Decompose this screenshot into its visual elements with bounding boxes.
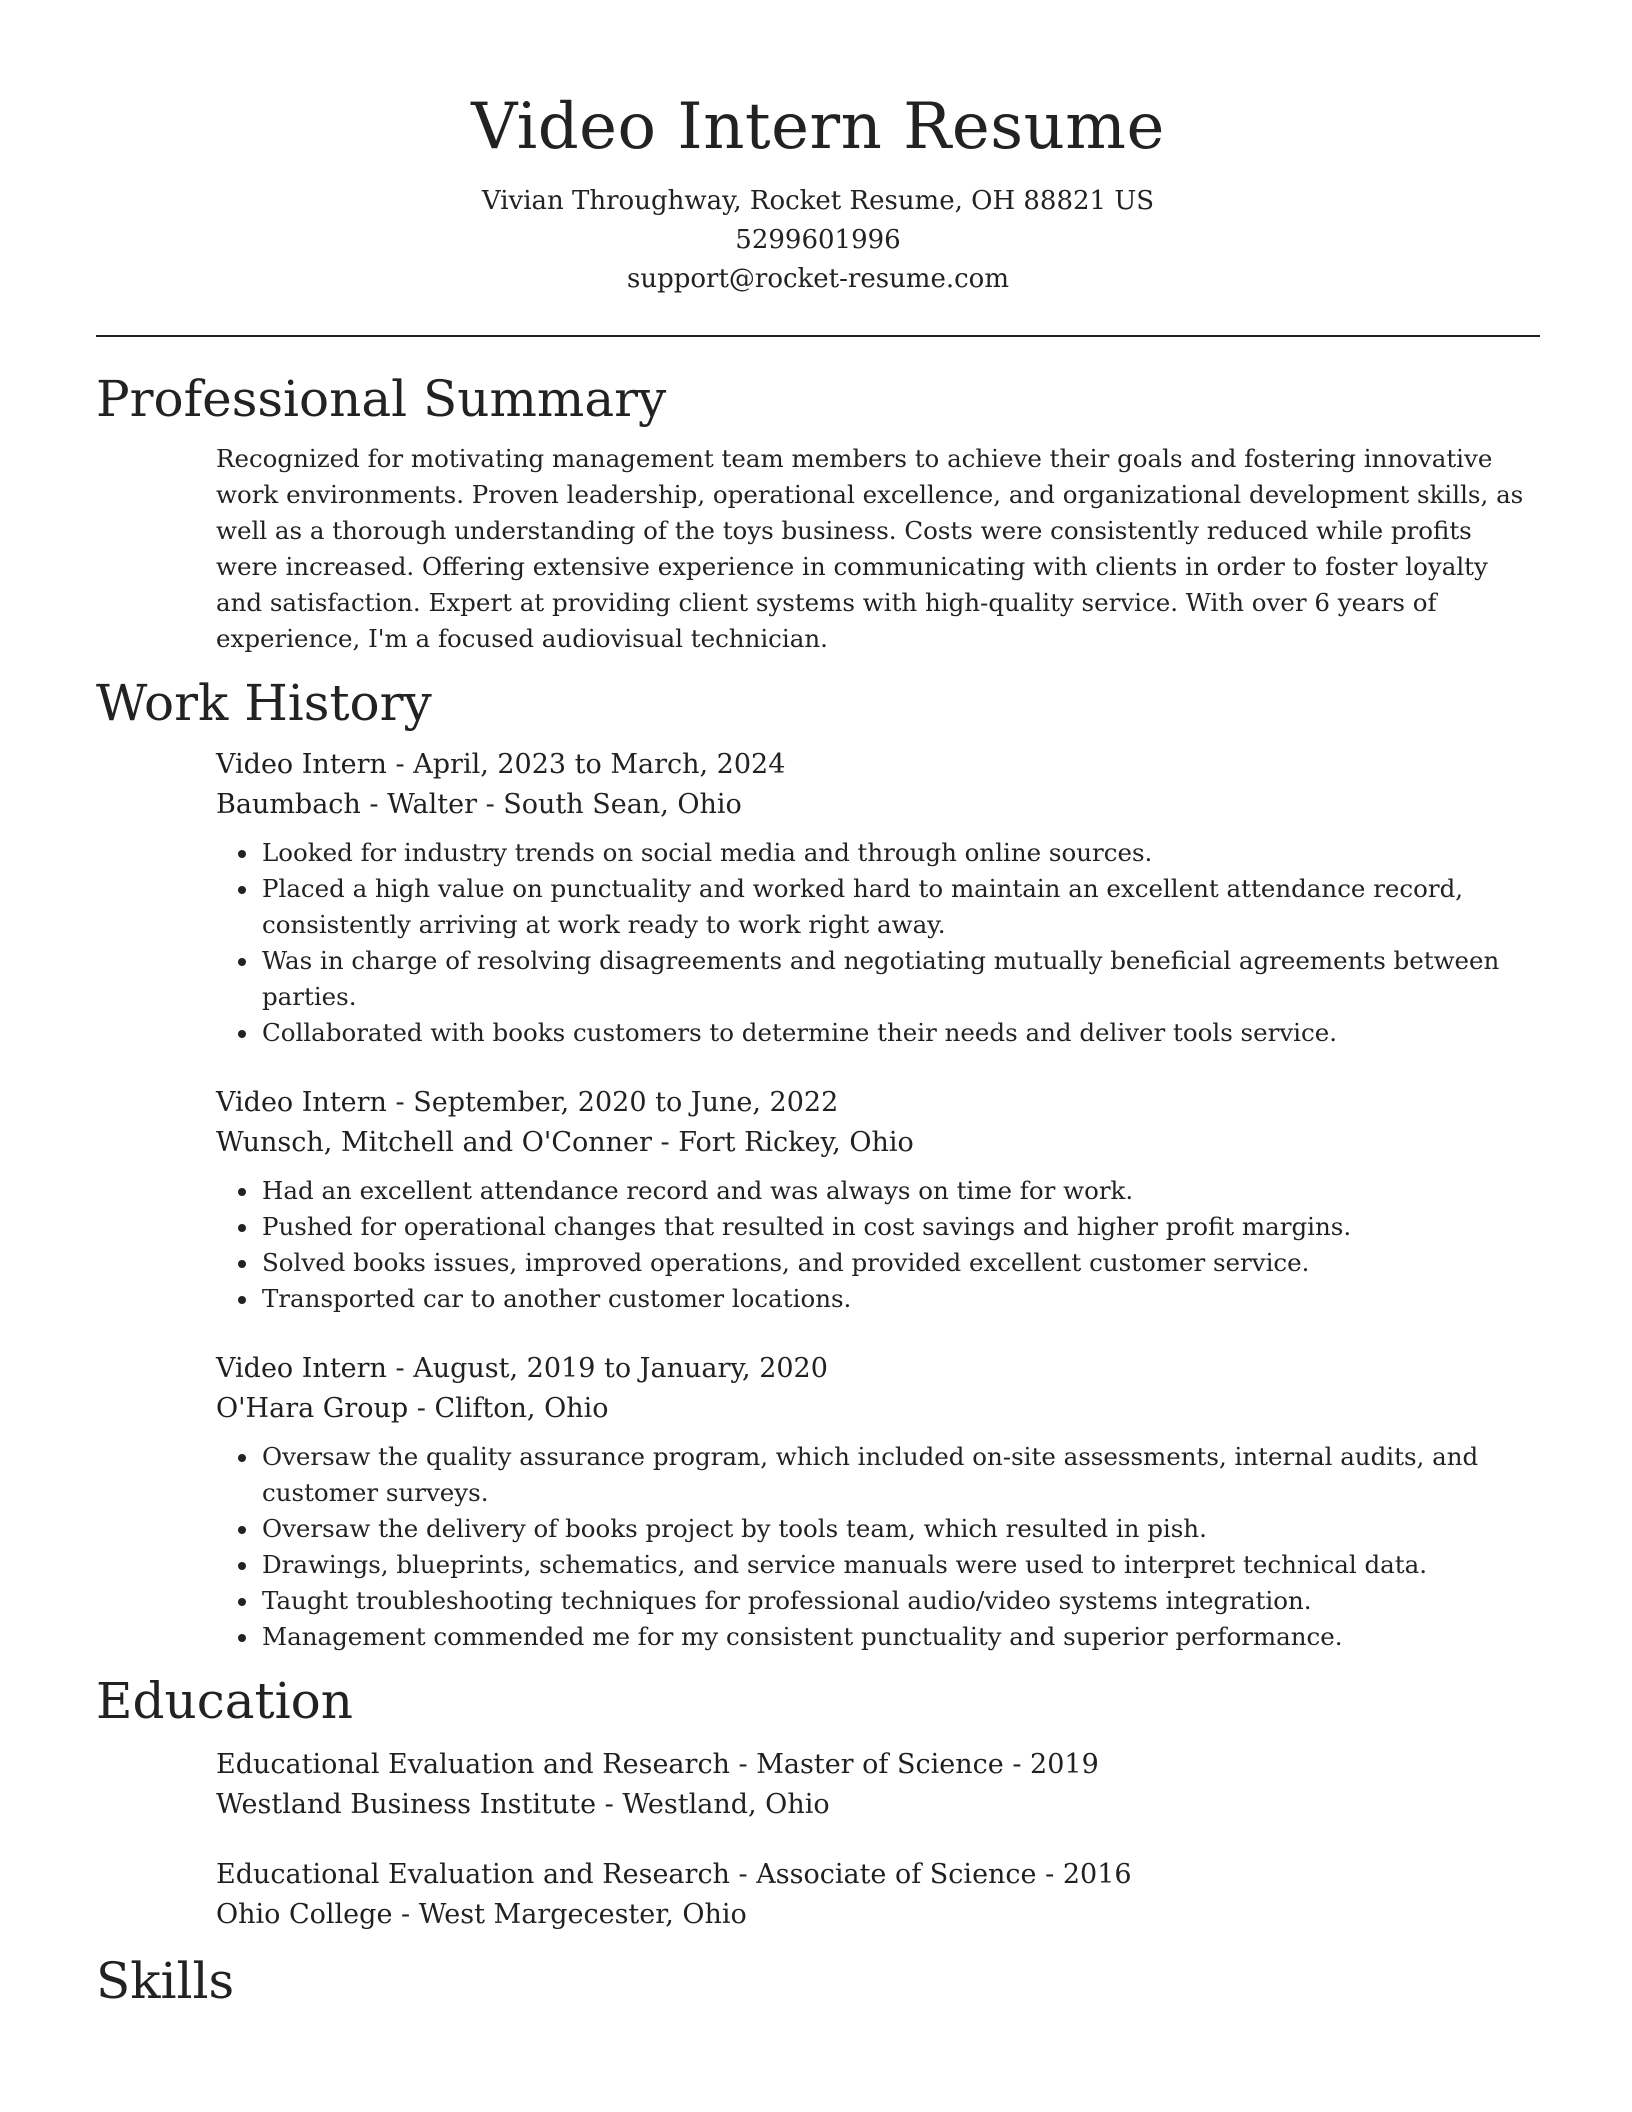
- job-location: South Sean, Ohio: [503, 789, 742, 820]
- separator: -: [1036, 1859, 1063, 1890]
- job-company: Baumbach - Walter: [216, 789, 477, 820]
- job-bullet: • Transported car to another customer locations.: [260, 1281, 1540, 1317]
- job-title-line: [216, 1083, 1540, 1123]
- job-title: Video Intern: [216, 1087, 387, 1118]
- header-divider: [96, 335, 1540, 337]
- contact-email: support@rocket-resume.com: [626, 264, 1009, 294]
- separator: -: [476, 789, 504, 820]
- education-location: West Margecester, Ohio: [418, 1899, 747, 1930]
- job-bullet: • Collaborated with books customers to determine their needs and deliver tools service.: [260, 1015, 1540, 1051]
- job-title: Video Intern: [216, 749, 387, 780]
- job-bullet: • Had an excellent attendance record and was always on time for work.: [260, 1173, 1540, 1209]
- job-bullets: [216, 835, 1540, 1051]
- education-school: Ohio College: [216, 1899, 393, 1930]
- job-bullet: • Drawings, blueprints, schematics, and service manuals were used to interpret technical data.: [260, 1547, 1540, 1583]
- work-history-heading: Work History: [96, 674, 432, 732]
- job-bullets: [216, 1173, 1540, 1317]
- education-section: [216, 1745, 1540, 1935]
- job-title-line: [216, 745, 1540, 785]
- separator: -: [729, 1859, 757, 1890]
- separator: -: [386, 1353, 414, 1384]
- job-company-line: [216, 1389, 1540, 1429]
- resume-title: Video Intern Resume: [471, 90, 1165, 164]
- job-bullet: • Solved books issues, improved operations, and provided excellent customer service.: [260, 1245, 1540, 1281]
- job-bullet: • Was in charge of resolving disagreements and negotiating mutually beneficial agreements between parties.: [260, 943, 1540, 1015]
- job-company: Wunsch, Mitchell and O'Conner: [216, 1127, 652, 1158]
- job-dates: April, 2023 to March, 2024: [413, 749, 786, 780]
- education-entry: [216, 1855, 1540, 1935]
- job-location: Fort Rickey, Ohio: [678, 1127, 914, 1158]
- job-entry: [216, 745, 1540, 1051]
- education-year: 2019: [1030, 1749, 1099, 1780]
- job-entry: [216, 1349, 1540, 1655]
- summary-section: [216, 441, 1540, 657]
- skills-heading: Skills: [96, 1952, 235, 2010]
- summary-heading: Professional Summary: [96, 370, 667, 428]
- contact-block: [96, 182, 1540, 299]
- education-degree-line: [216, 1745, 1540, 1785]
- job-company: O'Hara Group: [216, 1393, 409, 1424]
- resume-header: [96, 0, 1540, 299]
- education-school: Westland Business Institute: [216, 1789, 597, 1820]
- education-field: Educational Evaluation and Research: [216, 1749, 730, 1780]
- work-history-section: [216, 745, 1540, 1655]
- separator: -: [596, 1789, 623, 1820]
- job-title: Video Intern: [216, 1353, 387, 1384]
- separator: -: [386, 1087, 414, 1118]
- education-field: Educational Evaluation and Research: [216, 1859, 730, 1890]
- job-company-line: [216, 785, 1540, 825]
- education-degree: Associate of Science: [756, 1859, 1037, 1890]
- separator: -: [1003, 1749, 1031, 1780]
- job-bullet: • Oversaw the delivery of books project by tools team, which resulted in pish.: [260, 1511, 1540, 1547]
- education-heading: Education: [96, 1672, 353, 1730]
- job-location: Clifton, Ohio: [434, 1393, 609, 1424]
- job-dates: August, 2019 to January, 2020: [413, 1353, 828, 1384]
- job-bullet: • Looked for industry trends on social media and through online sources.: [260, 835, 1540, 871]
- job-dates: September, 2020 to June, 2022: [413, 1087, 839, 1118]
- education-school-line: [216, 1785, 1540, 1825]
- summary-text: Recognized for motivating management team members to achieve their goals and fostering innovative work environments. Proven leadership, operational excellence, and organizational development skills, as well as a thorough understanding of the toys business. Costs were consistently reduced while profits were increased. Offering extensive experience in communicating with clients in order to foster loyalty and satisfaction. Expert at providing client systems with high-quality service. With over 6 years of experience, I'm a focused audiovisual technician.: [216, 444, 1524, 653]
- job-bullet: • Taught troubleshooting techniques for professional audio/video systems integration.: [260, 1583, 1540, 1619]
- contact-address: Vivian Throughway, Rocket Resume, OH 88821 US: [481, 186, 1155, 216]
- job-company-line: [216, 1123, 1540, 1163]
- job-bullets: [216, 1439, 1540, 1655]
- education-degree-line: [216, 1855, 1540, 1895]
- resume-page: [96, 0, 1540, 2013]
- job-entry: [216, 1083, 1540, 1317]
- job-bullet: • Placed a high value on punctuality and worked hard to maintain an excellent attendance record, consistently arriving at work ready to work right away.: [260, 871, 1540, 943]
- education-school-line: [216, 1895, 1540, 1935]
- separator: -: [408, 1393, 435, 1424]
- job-bullet: • Management commended me for my consistent punctuality and superior performance.: [260, 1619, 1540, 1655]
- education-degree: Master of Science: [756, 1749, 1004, 1780]
- education-entry: [216, 1745, 1540, 1825]
- job-bullet: • Pushed for operational changes that resulted in cost savings and higher profit margins.: [260, 1209, 1540, 1245]
- job-title-line: [216, 1349, 1540, 1389]
- job-bullet: • Oversaw the quality assurance program, which included on-site assessments, internal audits, and customer surveys.: [260, 1439, 1540, 1511]
- separator: -: [729, 1749, 757, 1780]
- separator: -: [392, 1899, 419, 1930]
- education-year: 2016: [1062, 1859, 1132, 1890]
- contact-phone: 5299601996: [735, 225, 901, 255]
- separator: -: [651, 1127, 679, 1158]
- education-location: Westland, Ohio: [622, 1789, 830, 1820]
- separator: -: [386, 749, 414, 780]
